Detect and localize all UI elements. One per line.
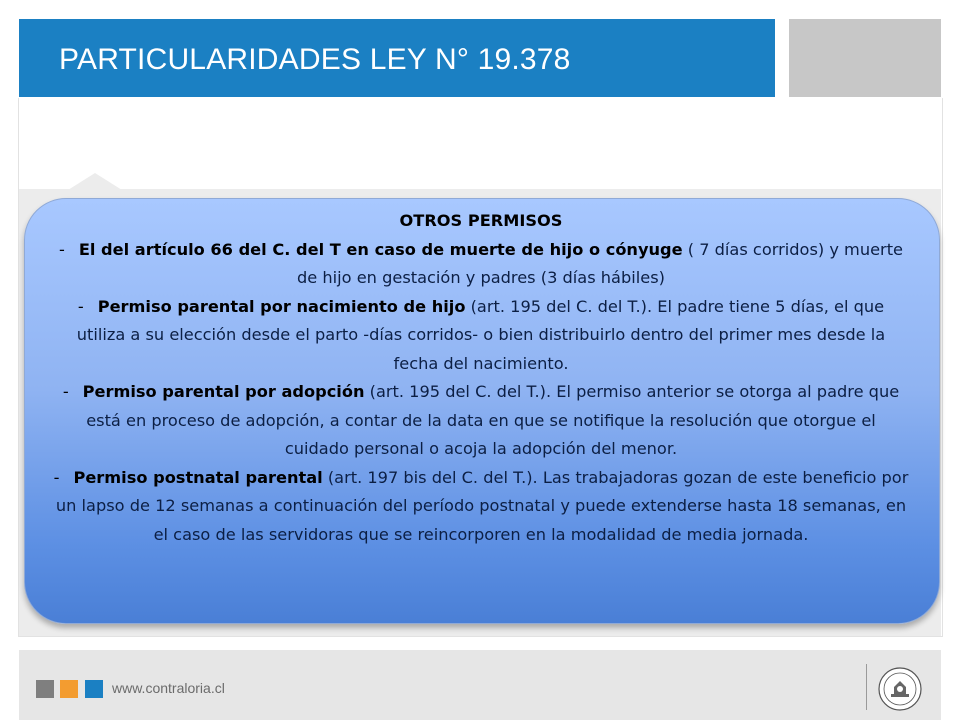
section-heading: OTROS PERMISOS (399, 211, 563, 230)
item-text: (art. 195 del C. del T.). El permiso anterior se otorga al padre que está en proceso de adopción, a contar de la data en que se notifique la resolución que otorgue el cuidado personal o acoja la adopción del menor. (86, 382, 900, 458)
item-text: (art. 197 bis del C. del T.). Las trabajadoras gozan de este beneficio por un lapso de 12 semanas a continuación del período postnatal y puede extenderse hasta 18 semanas, en el caso de las servidoras que se reincorporen en la modalidad de media jornada. (55, 467, 909, 544)
list-bullet: - (62, 382, 69, 401)
list-item (52, 236, 910, 293)
list-item (52, 464, 910, 550)
footer-square-gray (36, 680, 54, 698)
list-bullet: - (77, 296, 84, 316)
item-lead: Permiso parental por adopción (82, 382, 365, 401)
footer-square-orange (60, 680, 78, 698)
header-gray-block (789, 19, 941, 97)
header-bar (19, 19, 775, 97)
item-text: ( 7 días corridos) y muerte de hijo en gestación y padres (3 días hábiles) (297, 239, 904, 287)
item-lead: El del artículo 66 del C. del T en caso de muerte de hijo o cónyuge (78, 239, 683, 259)
list-item (52, 378, 910, 464)
list-item (52, 293, 910, 379)
item-lead: Permiso parental por nacimiento de hijo (97, 296, 466, 316)
footer-url-link[interactable]: www.contraloria.cl (112, 680, 225, 696)
content-text (52, 207, 910, 549)
contraloria-seal-icon (878, 667, 922, 711)
list-bullet: - (53, 467, 60, 487)
callout-pointer (68, 173, 122, 190)
item-text: (art. 195 del C. del T.). El padre tiene 5 días, el que utiliza a su elección desde el parto -días corridos- o bien distribuirlo dentro del primer mes desde la fecha del nacimiento. (76, 296, 886, 373)
page-title: PARTICULARIDADES LEY N° 19.378 (59, 43, 571, 76)
item-lead: Permiso postnatal parental (73, 467, 323, 487)
footer-square-blue (85, 680, 103, 698)
footer-divider (866, 664, 867, 710)
list-bullet: - (58, 239, 65, 259)
